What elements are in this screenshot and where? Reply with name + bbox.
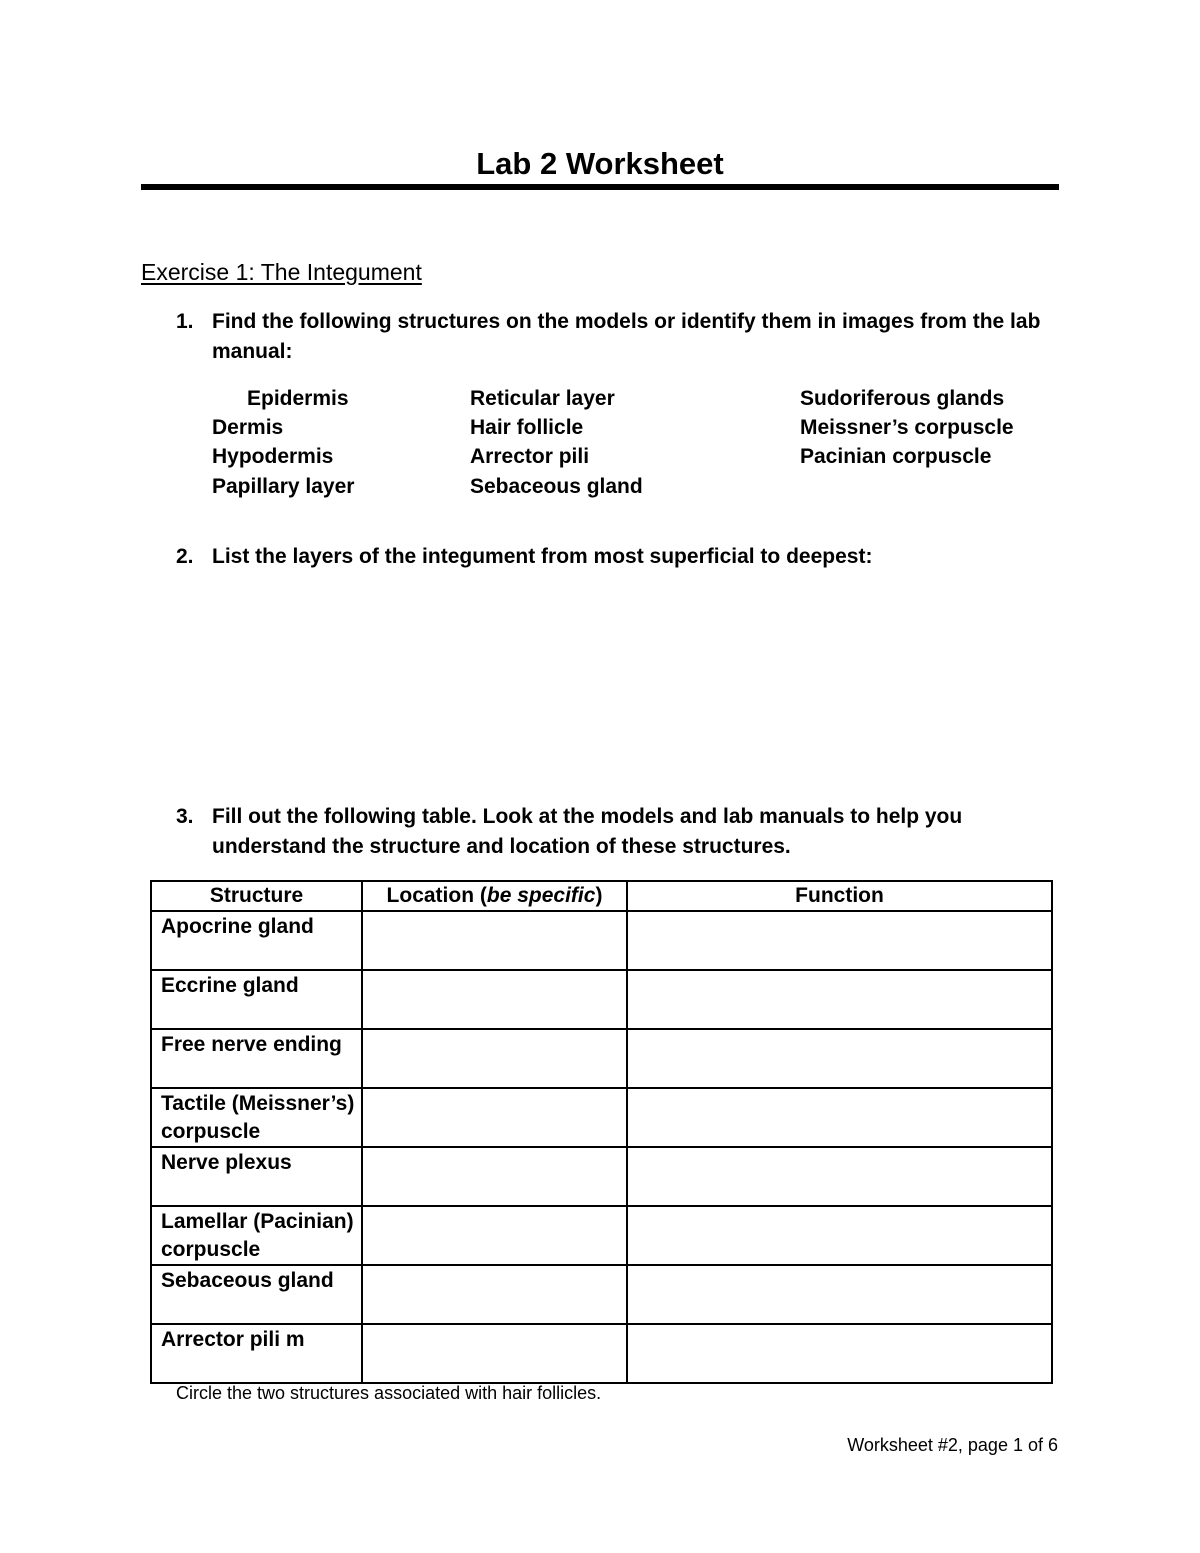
function-cell[interactable] — [627, 911, 1052, 970]
table-row — [151, 1088, 1052, 1147]
title-rule — [141, 184, 1059, 190]
term-item: Reticular layer — [470, 387, 615, 410]
structure-cell: Apocrine gland — [151, 911, 362, 970]
location-cell[interactable] — [362, 970, 627, 1029]
function-cell[interactable] — [627, 1324, 1052, 1383]
structures-table — [150, 880, 1053, 1384]
term-item: Epidermis — [247, 387, 349, 410]
question-text: Fill out the following table. Look at the models and lab manuals to help you understand the structure and location of these structures. — [212, 805, 963, 858]
location-cell[interactable] — [362, 1088, 627, 1147]
table-header-row — [151, 881, 1052, 911]
term-item: Arrector pili — [470, 445, 590, 469]
location-cell[interactable] — [362, 1206, 627, 1265]
structure-cell: Eccrine gland — [151, 970, 362, 1029]
term-item: Dermis — [212, 416, 284, 440]
terms-column-1 — [212, 384, 354, 501]
location-cell[interactable] — [362, 1029, 627, 1088]
question-number: 1. — [176, 310, 194, 333]
location-cell[interactable] — [362, 1324, 627, 1383]
terms-column-3 — [800, 384, 1014, 472]
terms-column-2 — [470, 384, 643, 501]
question-number: 3. — [176, 805, 194, 828]
page-title: Lab 2 Worksheet — [476, 146, 724, 181]
term-item: Pacinian corpuscle — [800, 445, 992, 469]
structure-cell: Free nerve ending — [151, 1029, 362, 1088]
question-text: List the layers of the integument from most superficial to deepest: — [212, 545, 873, 568]
structure-cell: Nerve plexus — [151, 1147, 362, 1206]
header-location-prefix: Location ( — [386, 884, 487, 907]
structure-cell: Tactile (Meissner’s) corpuscle — [151, 1088, 362, 1147]
location-cell[interactable] — [362, 1147, 627, 1206]
term-item: Hypodermis — [212, 445, 334, 469]
header-location-suffix: ) — [595, 884, 603, 907]
term-item: Sebaceous gland — [470, 474, 643, 498]
table-row — [151, 970, 1052, 1029]
table-row — [151, 1029, 1052, 1088]
table-row — [151, 1147, 1052, 1206]
page-footer: Worksheet #2, page 1 of 6 — [847, 1435, 1058, 1455]
question-text: Find the following structures on the models or identify them in images from the lab manual: — [212, 310, 1041, 363]
location-cell[interactable] — [362, 1265, 627, 1324]
function-cell[interactable] — [627, 1206, 1052, 1265]
header-location — [362, 881, 627, 911]
table-row — [151, 1324, 1052, 1383]
term-item: Hair follicle — [470, 416, 584, 440]
function-cell[interactable] — [627, 1088, 1052, 1147]
header-function: Function — [627, 881, 1052, 911]
structure-cell: Sebaceous gland — [151, 1265, 362, 1324]
table-row — [151, 911, 1052, 970]
function-cell[interactable] — [627, 1265, 1052, 1324]
function-cell[interactable] — [627, 1147, 1052, 1206]
structure-cell: Arrector pili m — [151, 1324, 362, 1383]
location-cell[interactable] — [362, 911, 627, 970]
function-cell[interactable] — [627, 1029, 1052, 1088]
instruction-note: Circle the two structures associated with hair follicles. — [176, 1383, 602, 1403]
table-row — [151, 1206, 1052, 1265]
table-row — [151, 1265, 1052, 1324]
structure-cell: Lamellar (Pacinian) corpuscle — [151, 1206, 362, 1265]
question-number: 2. — [176, 545, 194, 568]
function-cell[interactable] — [627, 970, 1052, 1029]
header-structure: Structure — [151, 881, 362, 911]
term-item: Meissner’s corpuscle — [800, 416, 1014, 440]
term-item: Sudoriferous glands — [800, 387, 1005, 410]
header-location-hint: be specific — [486, 884, 596, 907]
term-item: Papillary layer — [212, 474, 355, 498]
exercise-heading: Exercise 1: The Integument — [141, 259, 422, 285]
